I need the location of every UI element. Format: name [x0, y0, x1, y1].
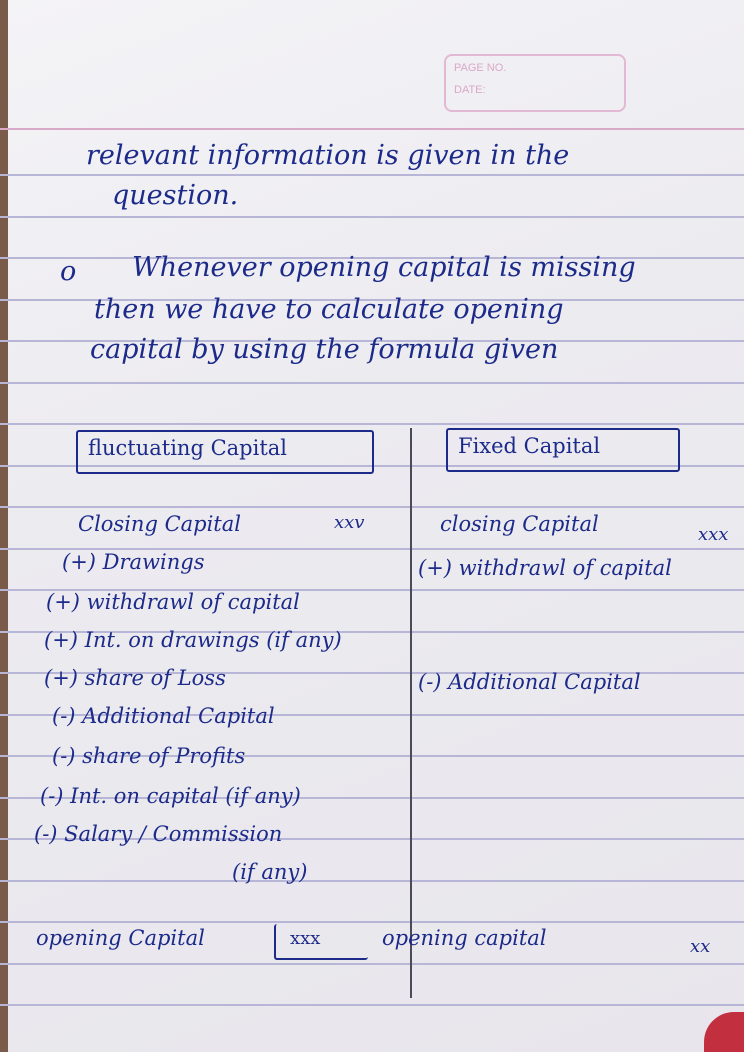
fluct-item: (+) share of Loss — [44, 666, 226, 690]
fluct-result-value: xxx — [290, 928, 321, 949]
fluct-item: (+) Drawings — [62, 550, 205, 574]
intro-line-4: then we have to calculate opening — [94, 294, 564, 325]
fixed-result-value: xx — [690, 936, 711, 957]
ruled-line — [0, 1004, 744, 1006]
fluct-item: (-) Salary / Commission — [34, 822, 283, 846]
fluct-item: (if any) — [232, 860, 308, 884]
intro-line-1: relevant information is given in the — [86, 140, 570, 171]
ruled-line — [0, 880, 744, 882]
ruled-line — [0, 921, 744, 923]
intro-line-5: capital by using the formula given — [90, 334, 559, 365]
fixed-closing-value: xxx — [698, 524, 729, 545]
page-corner-decoration — [704, 1012, 744, 1052]
fixed-title: Fixed Capital — [458, 434, 601, 458]
ruled-line — [0, 216, 744, 218]
page-header-box — [444, 54, 626, 112]
fluct-item: (-) Additional Capital — [52, 704, 275, 728]
fixed-item: closing Capital — [440, 512, 599, 536]
ruled-line — [0, 174, 744, 176]
fixed-item: (-) Additional Capital — [418, 670, 641, 694]
fluct-item: (-) share of Profits — [52, 744, 246, 768]
ruled-line — [0, 506, 744, 508]
fluct-result-box — [274, 924, 368, 960]
intro-line-3: Whenever opening capital is missing — [132, 252, 636, 283]
fluctuating-title: fluctuating Capital — [88, 436, 287, 460]
ruled-line — [0, 963, 744, 965]
fixed-result-label: opening capital — [382, 926, 547, 950]
intro-line-2: question. — [112, 180, 239, 211]
notebook-spine — [0, 0, 8, 1052]
fluct-item: Closing Capital — [78, 512, 241, 536]
fluct-item: (-) Int. on capital (if any) — [40, 784, 301, 808]
ruled-line — [0, 382, 744, 384]
fixed-item: (+) withdrawl of capital — [418, 556, 672, 580]
ruled-line — [0, 423, 744, 425]
column-divider — [410, 428, 412, 998]
top-margin-line — [0, 128, 744, 130]
fluct-item: (+) withdrawl of capital — [46, 590, 300, 614]
fluct-closing-value: xxv — [334, 512, 365, 533]
date-label: DATE: — [454, 84, 486, 96]
fluct-result-label: opening Capital — [36, 926, 205, 950]
page-no-label: PAGE NO. — [454, 62, 507, 74]
fluct-item: (+) Int. on drawings (if any) — [44, 628, 342, 652]
bullet: o — [60, 256, 77, 287]
